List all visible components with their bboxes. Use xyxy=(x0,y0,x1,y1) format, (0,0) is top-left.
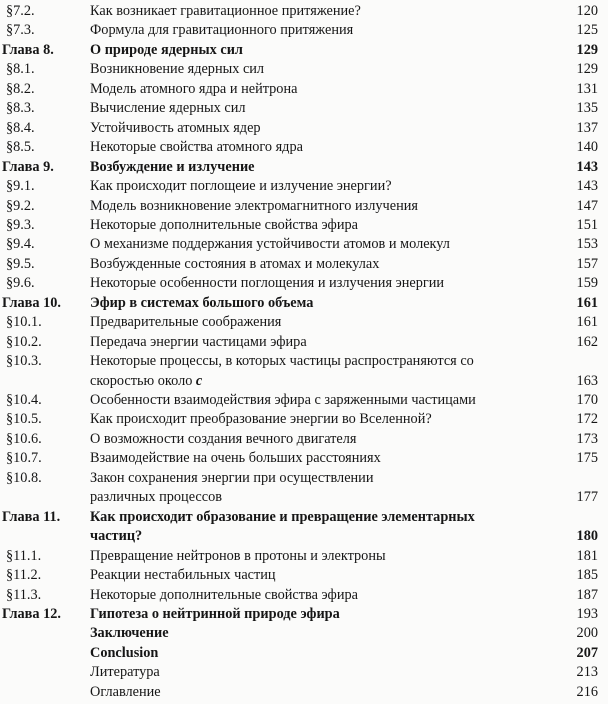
toc-entry-title-symbol: c xyxy=(195,372,203,389)
toc-entry-title xyxy=(90,409,432,429)
toc-entry-number: Глава 12. xyxy=(2,605,61,622)
toc-entry-number: §8.2. xyxy=(6,80,35,97)
toc-entry-title xyxy=(90,98,246,118)
toc-entry-title-text: Устойчивость атомных ядер xyxy=(90,119,261,136)
toc-entry-title xyxy=(90,487,222,507)
toc-entry[interactable] xyxy=(0,351,608,371)
toc-entry-title xyxy=(90,79,297,99)
toc-entry-title-text: Как возникает гравитационное притяжение? xyxy=(90,3,361,19)
toc-entry-title xyxy=(90,565,276,585)
toc-entry-page: 177 xyxy=(576,489,598,506)
toc-entry[interactable] xyxy=(0,448,608,468)
toc-entry-number: §9.6. xyxy=(6,275,35,292)
toc-entry-title-text: Заключение xyxy=(90,625,169,642)
toc-entry[interactable] xyxy=(0,487,608,507)
toc-entry-page: 129 xyxy=(576,61,598,78)
toc-entry-title-text: Как происходит поглощеие и излучение энергии? xyxy=(90,178,392,194)
toc-entry-title xyxy=(90,1,361,21)
toc-entry-page: 131 xyxy=(576,80,598,97)
toc-entry[interactable] xyxy=(0,20,608,40)
toc-entry[interactable] xyxy=(0,273,608,293)
toc-entry-title-text: Некоторые особенности поглощения и излучения энергии xyxy=(90,275,445,292)
toc-entry[interactable] xyxy=(0,468,608,488)
toc-entry-title-text: Некоторые дополнительные свойства эфира xyxy=(90,216,358,233)
toc-entry-title-text: Особенности взаимодействия эфира с заряженными частицами xyxy=(90,392,476,408)
toc-entry-title-text: Реакции нестабильных частиц xyxy=(90,567,276,583)
toc-entry-title-text: Некоторые процессы, в которых частицы распространяются со xyxy=(90,353,474,370)
toc-entry-page: 207 xyxy=(576,644,598,661)
toc-entry-title xyxy=(90,604,340,624)
toc-entry-number: §10.7. xyxy=(6,450,42,467)
toc-entry-number: §10.4. xyxy=(6,392,42,408)
toc-entry-title xyxy=(90,196,418,216)
toc-entry-page: 181 xyxy=(576,547,598,564)
toc-entry-page: 170 xyxy=(576,392,598,408)
toc-entry-title xyxy=(90,468,374,488)
toc-entry[interactable] xyxy=(0,623,608,643)
toc-entry-title xyxy=(90,682,161,702)
toc-entry-page: 135 xyxy=(576,100,598,117)
toc-entry-page: 143 xyxy=(576,178,598,194)
toc-entry-number: §10.5. xyxy=(6,411,42,428)
toc-entry[interactable] xyxy=(0,507,608,527)
toc-entry-number: §7.3. xyxy=(6,22,35,39)
toc-entry-page: 187 xyxy=(576,586,598,603)
toc-entry-title xyxy=(90,371,202,391)
toc-entry-title xyxy=(90,662,160,682)
toc-entry-title xyxy=(90,40,243,60)
toc-entry-number: §9.4. xyxy=(6,236,35,253)
toc-entry-title-text: Предварительные соображения xyxy=(90,314,282,331)
toc-entry-title-text: частиц? xyxy=(90,528,143,545)
toc-entry-number: §9.5. xyxy=(6,255,35,272)
toc-entry-title-text: Некоторые свойства атомного ядра xyxy=(90,139,303,156)
toc-entry-number: Глава 10. xyxy=(2,294,61,311)
toc-entry[interactable] xyxy=(0,215,608,235)
toc-entry-page: 161 xyxy=(576,314,598,331)
toc-entry-title-text: Закон сохранения энергии при осуществлении xyxy=(90,469,374,486)
toc-entry-title-text: О механизме поддержания устойчивости атомов и молекул xyxy=(90,236,450,253)
toc-entry[interactable] xyxy=(0,312,608,332)
toc-entry-title-text: Эфир в системах большого объема xyxy=(90,294,314,311)
toc-entry-number: Глава 9. xyxy=(2,158,54,175)
toc-entry-title xyxy=(90,429,357,449)
toc-entry-page: 172 xyxy=(576,411,598,428)
toc-entry-title-text: Превращение нейтронов в протоны и электроны xyxy=(90,547,386,564)
toc-entry-page: 143 xyxy=(576,158,598,175)
toc-entry-title-text: Взаимодействие на очень больших расстояниях xyxy=(90,450,381,467)
toc-entry-title xyxy=(90,585,358,605)
toc-entry-page: 137 xyxy=(576,119,598,136)
toc-entry-title xyxy=(90,351,474,371)
toc-entry-number: §11.3. xyxy=(6,586,42,603)
toc-entry-number: §8.5. xyxy=(6,139,35,156)
toc-entry-number: §10.2. xyxy=(6,333,42,350)
toc-entry[interactable] xyxy=(0,59,608,79)
toc-entry-page: 159 xyxy=(576,275,598,292)
toc-entry-page: 175 xyxy=(576,450,598,467)
toc-entry[interactable] xyxy=(0,157,608,177)
toc-entry-page: 213 xyxy=(576,664,598,681)
toc-entry-number: §8.3. xyxy=(6,100,35,117)
toc-entry-number: §10.6. xyxy=(6,430,42,447)
toc-entry-title xyxy=(90,254,379,274)
toc-entry-page: 140 xyxy=(576,139,598,156)
toc-entry-page: 193 xyxy=(576,605,598,622)
toc-entry[interactable] xyxy=(0,371,608,391)
toc-entry-page: 163 xyxy=(576,372,598,389)
toc-entry-page: 200 xyxy=(576,625,598,642)
toc-entry-page: 161 xyxy=(576,294,598,311)
toc-entry-title xyxy=(90,546,386,566)
toc-entry-title-text: Conclusion xyxy=(90,644,159,661)
toc-entry-number: §7.2. xyxy=(6,3,35,19)
toc-entry-number: §9.3. xyxy=(6,216,35,233)
toc-entry[interactable] xyxy=(0,137,608,157)
toc-entry-title xyxy=(90,59,264,79)
toc-entry[interactable] xyxy=(0,254,608,274)
toc-entry-page: 120 xyxy=(576,3,598,19)
toc-entry-title-text: Модель атомного ядра и нейтрона xyxy=(90,80,298,97)
toc-entry-number: §8.1. xyxy=(6,61,35,78)
toc-entry-title-text: О природе ядерных сил xyxy=(90,41,243,58)
toc-entry-title-text: Передача энергии частицами эфира xyxy=(90,333,307,350)
toc-entry-title xyxy=(90,332,307,352)
toc-entry[interactable] xyxy=(0,1,608,21)
toc-entry[interactable] xyxy=(0,79,608,99)
toc-entry-title xyxy=(90,215,358,235)
toc-entry[interactable] xyxy=(0,565,608,585)
toc-entry-number: §11.1. xyxy=(6,547,42,564)
toc-entry-title-text: Вычисление ядерных сил xyxy=(90,100,246,117)
toc-entry-title xyxy=(90,526,142,546)
toc-entry-page: 157 xyxy=(576,255,598,272)
toc-entry-title-text: Литература xyxy=(90,664,160,681)
toc-entry-number: Глава 11. xyxy=(2,508,61,525)
toc-entry-number: §10.1. xyxy=(6,314,42,331)
toc-entry-title-text: Некоторые дополнительные свойства эфира xyxy=(90,586,358,603)
toc-entry-page: 153 xyxy=(576,236,598,253)
toc-entry[interactable] xyxy=(0,98,608,118)
toc-entry-title-text: Формула для гравитационного притяжения xyxy=(90,22,354,39)
toc-entry-number: §10.8. xyxy=(6,469,42,486)
toc-entry-page: 151 xyxy=(576,216,598,233)
toc-entry[interactable] xyxy=(0,526,608,546)
toc-entry-title-text: Возникновение ядерных сил xyxy=(90,61,265,78)
toc-entry-title-text: различных процессов xyxy=(90,489,222,506)
toc-entry-page: 173 xyxy=(576,430,598,447)
toc-entry-page: 125 xyxy=(576,22,598,39)
toc-entry-number: §11.2. xyxy=(6,567,42,583)
toc-entry-title xyxy=(90,448,381,468)
toc-entry-page: 216 xyxy=(576,683,598,700)
toc-entry-title xyxy=(90,293,313,313)
toc-entry[interactable] xyxy=(0,585,608,605)
toc-entry-title xyxy=(90,623,169,643)
toc-entry-title xyxy=(90,273,444,293)
toc-entry-title xyxy=(90,137,303,157)
toc-entry-page: 180 xyxy=(576,528,598,545)
toc-entry[interactable] xyxy=(0,546,608,566)
toc-entry[interactable] xyxy=(0,293,608,313)
toc-entry[interactable] xyxy=(0,643,608,663)
toc-entry-page: 147 xyxy=(576,197,598,214)
toc-entry-title xyxy=(90,390,476,410)
toc-entry-title xyxy=(90,118,261,138)
toc-entry-number: Глава 8. xyxy=(2,41,54,58)
toc-entry-title xyxy=(90,234,450,254)
toc-entry-number: §9.1. xyxy=(6,178,35,194)
toc-entry[interactable] xyxy=(0,332,608,352)
toc-entry-title xyxy=(90,176,392,196)
toc-entry[interactable] xyxy=(0,390,608,410)
toc-entry-page: 162 xyxy=(576,333,598,350)
toc-entry-page: 129 xyxy=(576,41,598,58)
toc-entry[interactable] xyxy=(0,40,608,60)
toc-entry[interactable] xyxy=(0,409,608,429)
toc-entry-title-text: Возбужденные состояния в атомах и молекулах xyxy=(90,255,380,272)
toc-entry-title xyxy=(90,312,281,332)
toc-entry-title-text: Как происходит образование и превращение элементарных xyxy=(90,508,475,525)
toc-entry[interactable] xyxy=(0,429,608,449)
toc-entry[interactable] xyxy=(0,682,608,702)
toc-entry[interactable] xyxy=(0,118,608,138)
toc-entry-title-text: скоростью около xyxy=(90,372,196,389)
toc-entry-title-text: Возбуждение и излучение xyxy=(90,158,255,175)
toc-entry-number: §10.3. xyxy=(6,353,42,370)
toc-entry[interactable] xyxy=(0,234,608,254)
toc-entry-title xyxy=(90,20,353,40)
toc-entry-title xyxy=(90,157,255,177)
toc-entry-number: §9.2. xyxy=(6,197,35,214)
toc-entry-title-text: О возможности создания вечного двигателя xyxy=(90,430,357,447)
toc-entry-title-text: Как происходит преобразование энергии во Вселенной? xyxy=(90,411,432,428)
toc-entry-page: 185 xyxy=(576,567,598,583)
toc-entry-number: §8.4. xyxy=(6,119,35,136)
toc-entry-title xyxy=(90,643,158,663)
toc-entry-title-text: Гипотеза о нейтринной природе эфира xyxy=(90,605,340,622)
toc-entry[interactable] xyxy=(0,196,608,216)
toc-entry[interactable] xyxy=(0,604,608,624)
toc-entry[interactable] xyxy=(0,176,608,196)
toc-entry-title-text: Оглавление xyxy=(90,683,161,700)
toc-entry[interactable] xyxy=(0,662,608,682)
toc-entry-title xyxy=(90,507,475,527)
toc-entry-title-text: Модель возникновение электромагнитного излучения xyxy=(90,197,418,214)
